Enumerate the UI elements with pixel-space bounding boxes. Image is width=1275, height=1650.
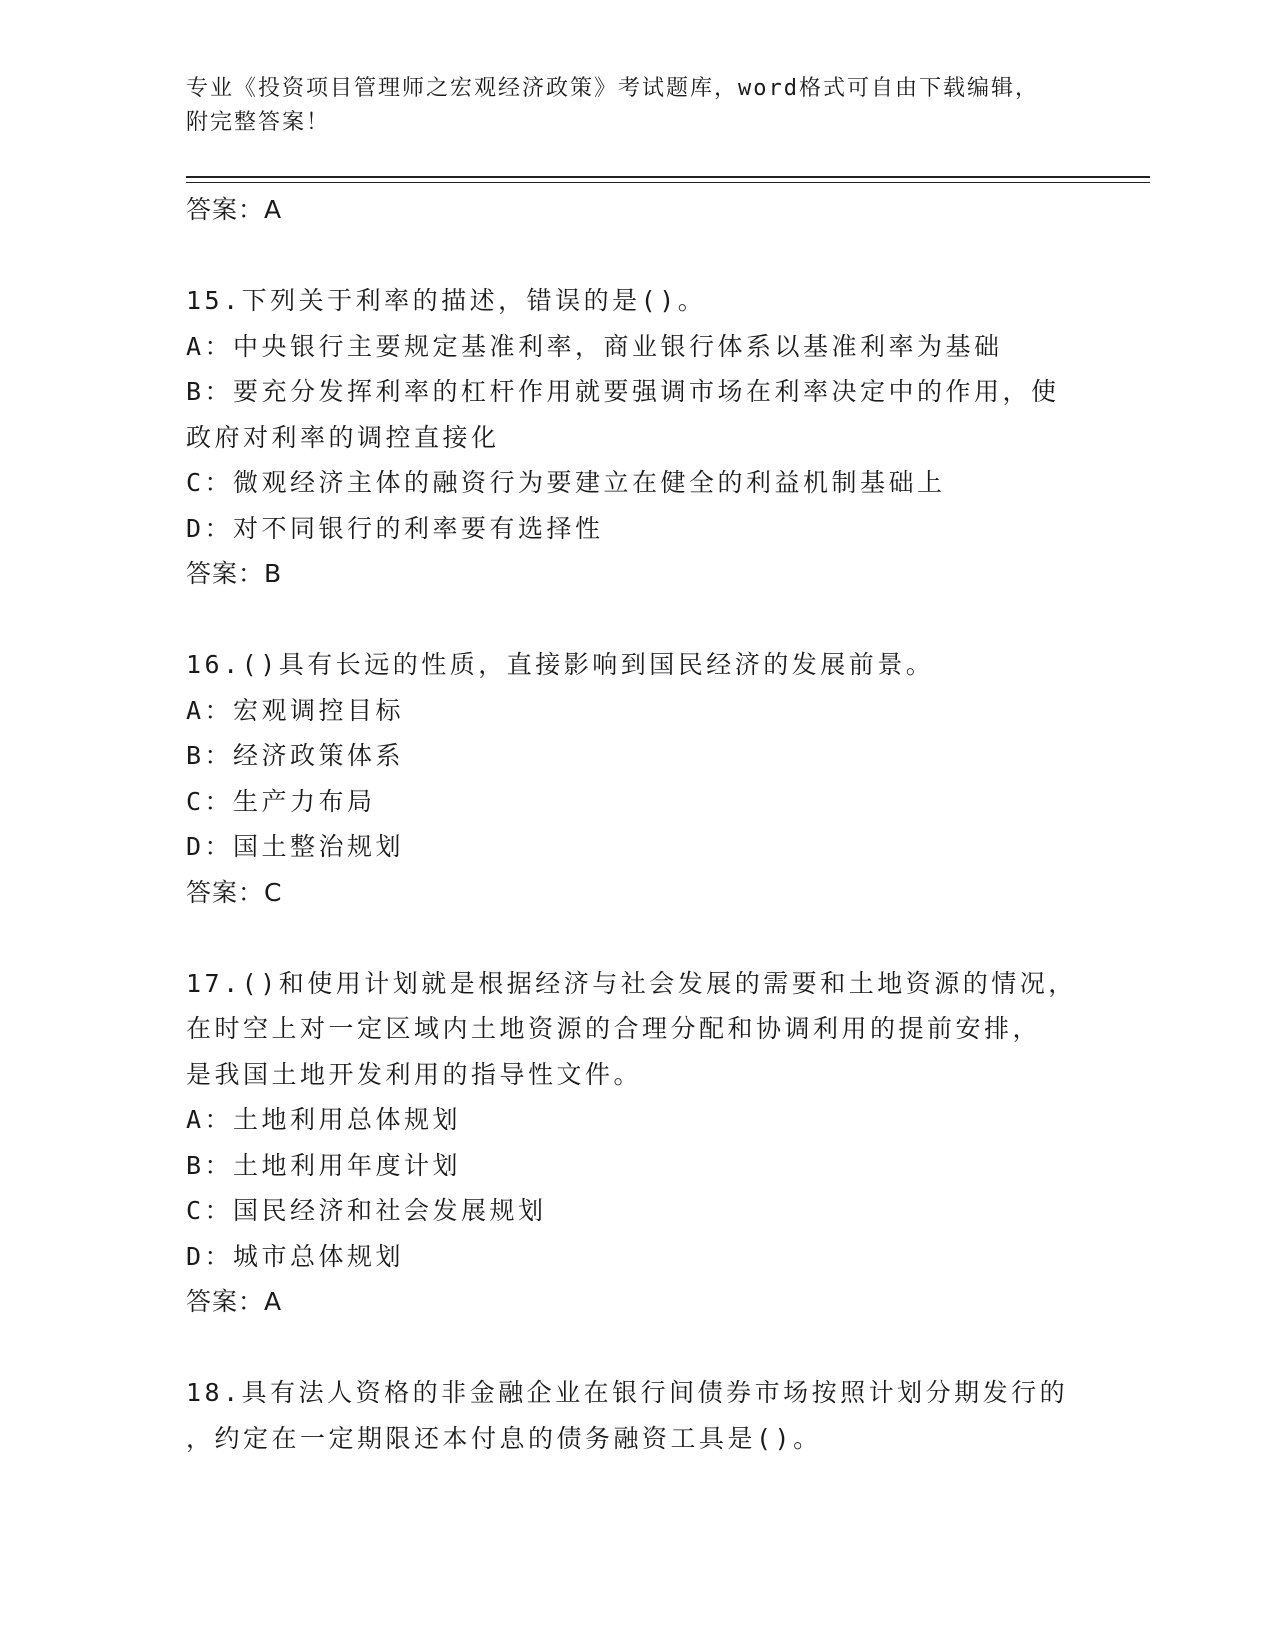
answer-option [186,1234,1086,1280]
question-stem-line: ，约定在一定期限还本付息的债务融资工具是()。 [186,1423,822,1453]
option-text-line: C：生产力布局 [186,786,376,816]
header-divider-thick [186,176,1150,178]
question-stem-line: 16.()具有长远的性质，直接影响到国民经济的发展前景。 [186,650,935,679]
option-text-line: C：微观经济主体的融资行为要建立在健全的利益机制基础上 [186,468,946,497]
option-text-line: B：土地利用年度计划 [186,1150,462,1180]
question-stem-line: 在时空上对一定区域内土地资源的合理分配和协调利用的提前安排， [186,1014,1042,1043]
question-stem-line: 15.下列关于利率的描述，错误的是()。 [186,286,707,315]
option-text-line: D：城市总体规划 [186,1241,405,1271]
previous-answer: 答案：A [186,195,283,224]
question-block [186,642,1086,915]
answer-key: 答案：C [186,877,283,907]
answer-option [186,460,1086,506]
header-line-2: 附完整答案！ [186,110,331,135]
answer-option [186,779,1086,825]
option-text-line: D：对不同银行的利率要有选择性 [186,513,604,543]
answer-option [186,369,1086,460]
option-text-line: C：国民经济和社会发展规划 [186,1196,547,1225]
page-header [186,72,1086,140]
answer-option [186,824,1086,870]
option-text-line: 政府对利率的调控直接化 [186,422,500,452]
answer-option [186,506,1086,552]
answer-option [186,1143,1086,1189]
answer-key: 答案：A [186,1287,283,1316]
answer-option [186,1097,1086,1143]
question-stem-line: 是我国土地开发利用的指导性文件。 [186,1059,643,1089]
option-text-line: A：土地利用总体规划 [186,1105,462,1134]
option-text-line: D：国土整治规划 [186,832,405,861]
answer-option [186,733,1086,779]
question-list [186,187,1086,1461]
answer-option [186,688,1086,734]
option-text-line: A：中央银行主要规定基准利率，商业银行体系以基准利率为基础 [186,331,1003,361]
question-stem-line: 18.具有法人资格的非金融企业在银行间债券市场按照计划分期发行的 [186,1378,1069,1407]
question-block [186,961,1086,1325]
question-block [186,278,1086,596]
option-text-line: B：要充分发挥利率的杠杆作用就要强调市场在利率决定中的作用，使 [186,377,1060,406]
question-block [186,1370,1086,1461]
answer-option [186,324,1086,370]
option-text-line: A：宏观调控目标 [186,695,405,725]
answer-key: 答案：B [186,559,283,588]
answer-option [186,1188,1086,1234]
header-line-1: 专业《投资项目管理师之宏观经济政策》考试题库，word格式可自由下载编辑， [186,76,1039,101]
question-stem-line: 17.()和使用计划就是根据经济与社会发展的需要和土地资源的情况， [186,968,1077,998]
header-divider-thin [186,182,1150,183]
option-text-line: B：经济政策体系 [186,741,405,770]
